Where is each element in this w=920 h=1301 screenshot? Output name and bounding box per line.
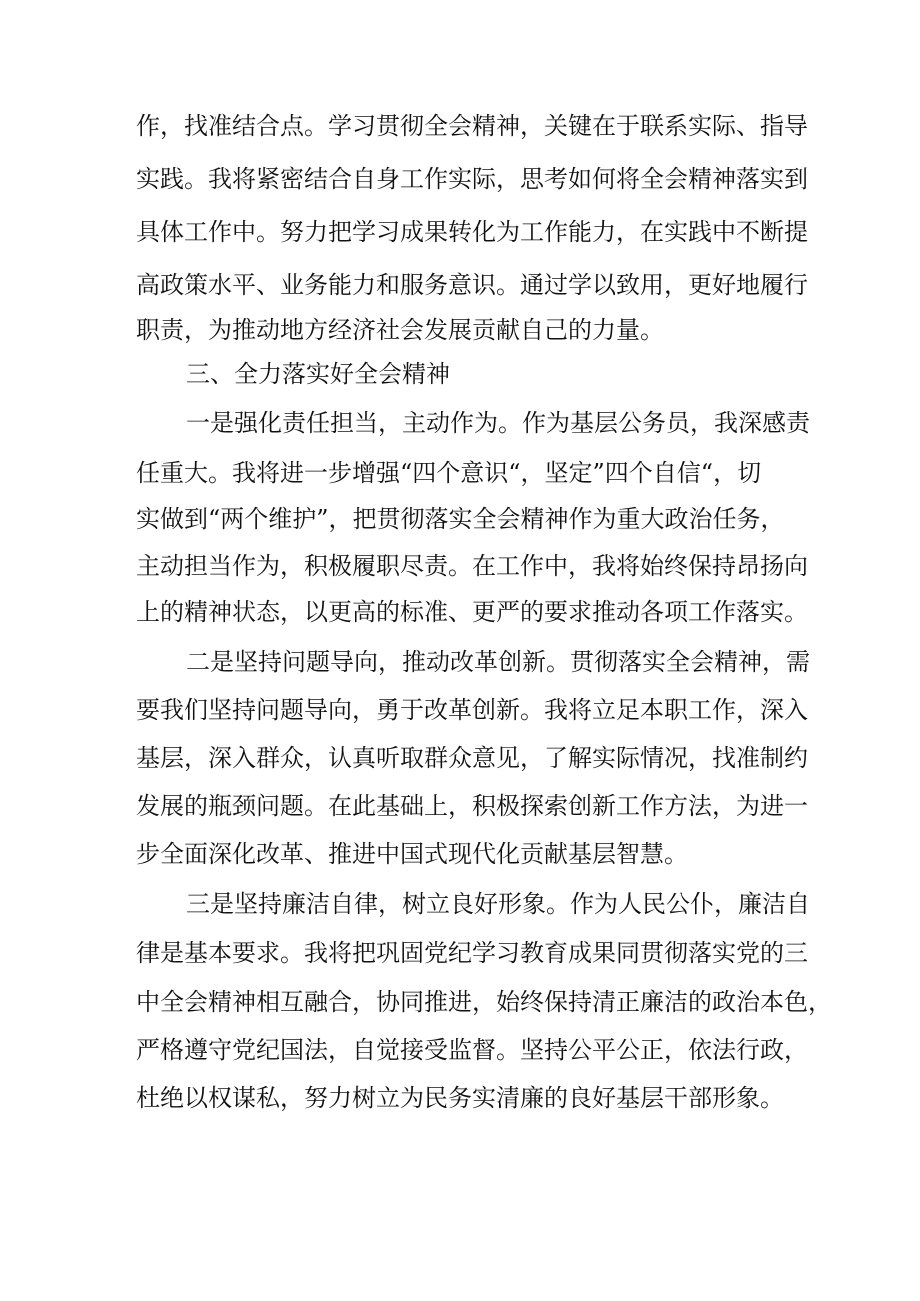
section-heading: 三、全力落实好全会精神 <box>186 360 450 388</box>
paragraph-line: 高政策水平、业务能力和服务意识。通过学以致用，更好地履行 <box>136 271 808 299</box>
paragraph-line: 上的精神状态，以更高的标准、更严的要求推动各项工作落实。 <box>136 598 808 626</box>
paragraph-line: 杜绝以权谋私，努力树立为民务实清廉的良好基层干部形象。 <box>136 1084 784 1112</box>
paragraph-line: 严格遵守党纪国法，自觉接受监督。坚持公平公正，依法行政， <box>136 1036 808 1064</box>
paragraph-line: 具体工作中。努力把学习成果转化为工作能力，在实践中不断提 <box>136 218 808 246</box>
paragraph-line: 作，找准结合点。学习贯彻全会精神，关键在于联系实际、指导 <box>136 112 808 140</box>
paragraph-line: 三是坚持廉洁自律，树立良好形象。作为人民公仆，廉洁自 <box>186 890 810 918</box>
paragraph-line: 中全会精神相互融合，协同推进，始终保持清正廉洁的政治本色， <box>136 988 832 1016</box>
paragraph-line: 基层，深入群众，认真听取群众意见，了解实际情况，找准制约 <box>136 744 808 772</box>
paragraph-line: 任重大。我将进一步增强“四个意识“，坚定”四个自信“，切 <box>136 459 762 487</box>
paragraph-line: 实做到“两个维护”，把贯彻落实全会精神作为重大政治任务， <box>136 505 785 533</box>
paragraph-line: 要我们坚持问题导向，勇于改革创新。我将立足本职工作，深入 <box>136 696 808 724</box>
paragraph-line: 发展的瓶颈问题。在此基础上，积极探索创新工作方法，为进一 <box>136 792 808 820</box>
paragraph-line: 一是强化责任担当，主动作为。作为基层公务员，我深感责 <box>186 409 810 437</box>
paragraph-line: 二是坚持问题导向，推动改革创新。贯彻落实全会精神，需 <box>186 648 810 676</box>
paragraph-line: 主动担当作为，积极履职尽责。在工作中，我将始终保持昂扬向 <box>136 552 808 580</box>
paragraph-line: 律是基本要求。我将把巩固党纪学习教育成果同贯彻落实党的三 <box>136 939 808 967</box>
paragraph-line: 职责，为推动地方经济社会发展贡献自己的力量。 <box>136 316 664 344</box>
paragraph-line: 实践。我将紧密结合自身工作实际，思考如何将全会精神落实到 <box>136 165 808 193</box>
paragraph-line: 步全面深化改革、推进中国式现代化贡献基层智慧。 <box>136 840 688 868</box>
